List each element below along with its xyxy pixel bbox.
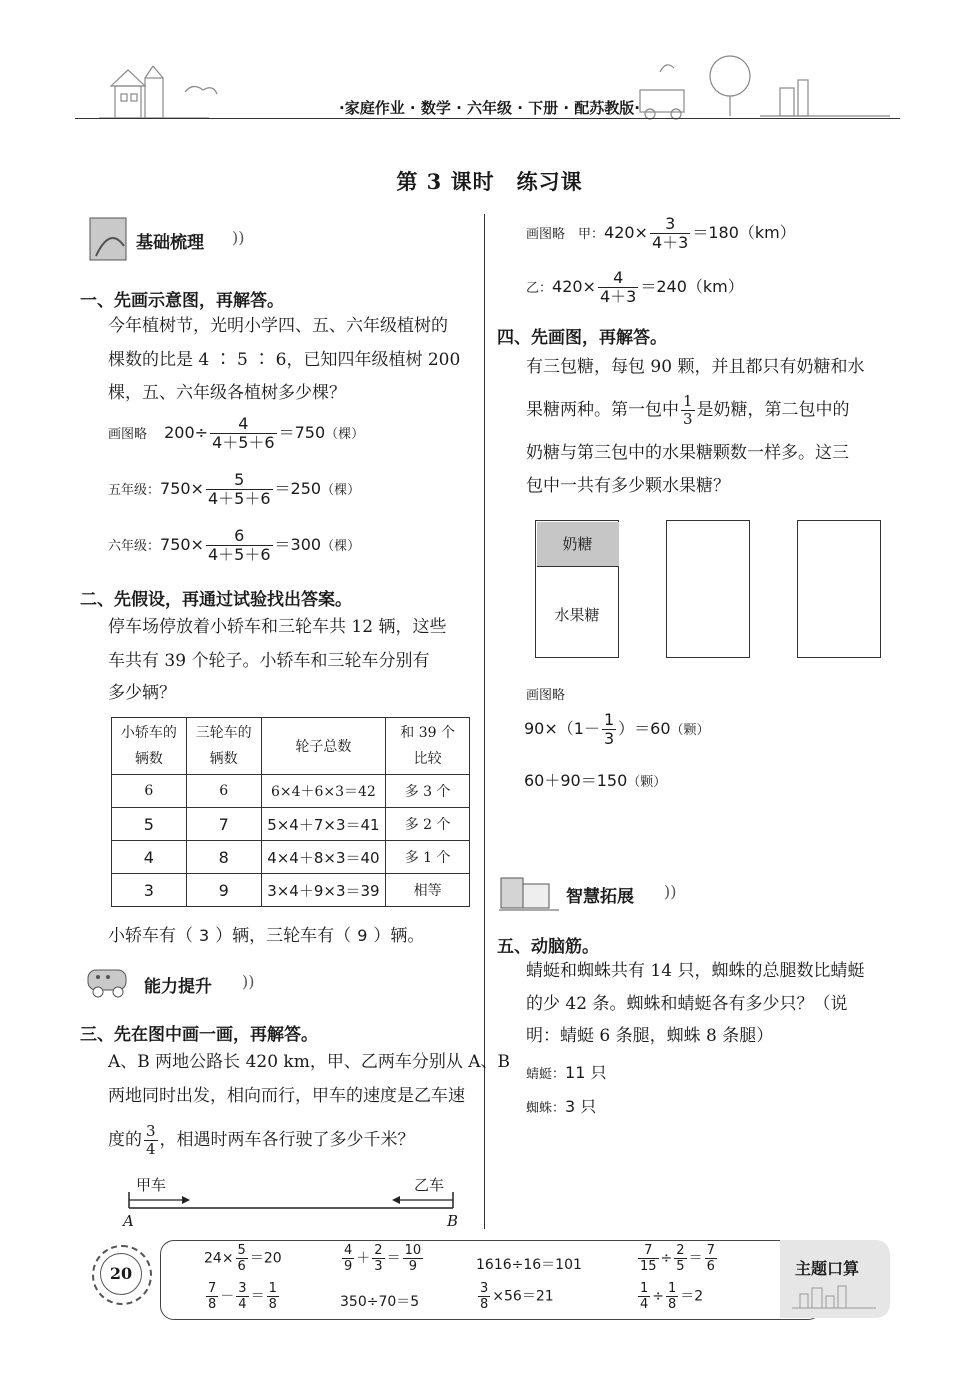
table-cell: 多 1 个 [386, 841, 470, 874]
table-row [112, 775, 470, 808]
q3-ans2-pre: 420× [552, 277, 596, 296]
q2-result-tri: 9 [357, 926, 368, 945]
road-diagram [124, 1182, 460, 1212]
table-cell: 6 [112, 775, 187, 808]
q1-text-3: 棵，五、六年级各植树多少棵？ [108, 383, 346, 403]
q4-ans1-post: ）＝60 [618, 719, 671, 738]
o8-b-num: 1 [668, 1281, 677, 1296]
q4-ans2-unit: （颗） [627, 775, 667, 790]
q4-ans1-unit: （颗） [670, 723, 710, 738]
q4-answer-2 [524, 768, 666, 791]
q1-ans3-pre: 750× [160, 535, 204, 554]
th-tri-line1: 三轮车的 [195, 725, 252, 741]
q3-ans2-den: 4＋3 [599, 287, 637, 306]
o2-a-den: 9 [344, 1259, 353, 1274]
q1-ans3-label: 六年级： [108, 539, 161, 554]
q2-result-mid: ）辆，三轮车有（ [215, 926, 352, 946]
o5-r-den: 8 [268, 1297, 277, 1312]
table-cell: 4 [112, 841, 187, 874]
q3-ans1-unit: （km） [738, 223, 796, 242]
q4-frac-num: 1 [683, 392, 693, 410]
q5-ans2-value: 3 只 [565, 1097, 597, 1116]
q3-text-3 [108, 1124, 415, 1157]
city-skyline-icon [790, 1282, 880, 1310]
table-row [112, 841, 470, 874]
q4-ans1-num: 1 [603, 710, 615, 729]
q3-ans1-den: 4＋3 [651, 233, 689, 252]
q2-text-2: 车共有 39 个轮子。小轿车和三轮车分别有 [108, 651, 430, 671]
q1-answer-2 [108, 472, 360, 507]
q4-text-1: 有三包糖，每包 90 颗，并且都只有奶糖和水 [526, 357, 865, 377]
o5-b-den: 4 [238, 1297, 247, 1312]
o5-a-num: 7 [208, 1281, 217, 1296]
o4-b-den: 5 [676, 1259, 685, 1274]
point-a: A [123, 1212, 134, 1230]
wave-icon: )) [664, 882, 677, 901]
q3-ans1-post: ＝180 [692, 223, 739, 242]
q3-ans1-pre: 420× [604, 223, 648, 242]
q3-frac-num: 3 [146, 1122, 156, 1140]
table-cell: 5×4＋7×3＝41 [261, 808, 386, 841]
th-cars [112, 718, 187, 775]
q4-answer-1 [524, 712, 710, 747]
trial-table-header [112, 718, 470, 775]
q1-ans2-unit: （棵） [321, 483, 361, 498]
q1-ans1-den: 4＋5＋6 [212, 433, 275, 452]
q3-ans1-label: 画图略 甲： [526, 227, 605, 242]
q1-ans2-post: ＝250 [274, 479, 322, 498]
o1-num: 5 [237, 1243, 246, 1258]
o2-b-num: 2 [374, 1243, 383, 1258]
q3-ans1-num: 3 [650, 216, 690, 234]
table-cell: 多 3 个 [386, 775, 470, 808]
section-wisdom-title: 智慧拓展 [566, 887, 634, 907]
q1-ans1-pre: 200÷ [164, 423, 209, 442]
th-compare [386, 718, 470, 775]
q3-text-2: 两地同时出发，相向而行，甲车的速度是乙车速 [108, 1086, 465, 1106]
th-wheels-line1: 轮子总数 [295, 739, 352, 755]
oral-item-7 [476, 1282, 554, 1311]
q1-text-1: 今年植树节，光明小学四、五、六年级植树的 [108, 316, 448, 336]
q5-heading: 五、动脑筋。 [497, 937, 599, 957]
section-basic-title: 基础梳理 [136, 233, 204, 253]
wave-icon: )) [232, 228, 245, 247]
q3-text-3-post: ，相遇时两车各行驶了多少千米？ [159, 1130, 415, 1150]
th-cars-line2: 辆数 [134, 751, 163, 767]
oral-item-3: 1616÷16＝101 [476, 1257, 582, 1273]
q4-text-2-post: 是奶糖，第二包中的 [696, 400, 850, 420]
table-cell: 多 2 个 [386, 808, 470, 841]
table-cell: 4×4＋8×3＝40 [261, 841, 386, 874]
q1-ans3-post: ＝300 [274, 535, 322, 554]
o2-eq: ＝ [386, 1250, 401, 1267]
o2-r-den: 9 [408, 1259, 417, 1274]
q4-frac-den: 3 [683, 410, 693, 428]
q5-text-1: 蜻蜓和蜘蛛共有 14 只，蜘蛛的总腿数比蜻蜓 [526, 961, 865, 981]
o1-post: ＝20 [249, 1250, 282, 1267]
o2-r-num: 10 [404, 1243, 422, 1258]
o2-b-den: 3 [374, 1259, 383, 1274]
q3-text-1: A、B 两地公路长 420 km，甲、乙两车分别从 A、B [108, 1052, 511, 1072]
candy-pack-3 [797, 520, 881, 658]
o4-op: ÷ [660, 1250, 673, 1267]
q5-answer-1 [526, 1060, 606, 1083]
q5-ans1-value: 11 只 [565, 1063, 607, 1082]
q1-ans3-den: 4＋5＋6 [207, 545, 271, 564]
o8-op: ÷ [652, 1288, 665, 1305]
slide-icon [88, 216, 138, 262]
o8-b-den: 8 [668, 1297, 677, 1312]
series-title: ·家庭作业 · 数学 · 六年级 · 下册 · 配苏教版· [339, 99, 640, 117]
th-wheels [261, 718, 386, 775]
q3-heading: 三、先在图中画一画，再解答。 [80, 1025, 318, 1045]
o7-post: ×56＝21 [492, 1288, 554, 1305]
q4-ans1-den: 3 [603, 729, 615, 748]
o5-r-num: 1 [268, 1281, 277, 1296]
books-icon [495, 864, 565, 916]
q1-text-2: 棵数的比是 4 ∶ 5 ∶ 6，已知四年级植树 200 [108, 350, 461, 370]
point-b: B [447, 1212, 459, 1230]
q2-text-3: 多少辆？ [108, 683, 176, 703]
page-number: 20 [100, 1253, 142, 1295]
o5-op: － [220, 1288, 235, 1305]
o8-a-num: 1 [640, 1281, 649, 1296]
q1-answer-1 [108, 416, 364, 451]
q3-ans2-unit: （km） [686, 277, 744, 296]
table-row [112, 874, 470, 907]
q5-answer-2 [526, 1094, 596, 1117]
header-rule [75, 118, 900, 119]
table-cell: 3 [112, 874, 187, 907]
q3-ans2-num: 4 [598, 270, 638, 288]
o7-a-num: 3 [480, 1281, 489, 1296]
q4-text-2-pre: 果糖两种。第一包中 [526, 400, 679, 420]
th-cars-line1: 小轿车的 [120, 725, 177, 741]
q3-ans2-label: 乙： [526, 281, 553, 296]
o1-pre: 24× [204, 1250, 234, 1267]
o5-a-den: 8 [208, 1297, 217, 1312]
o4-r-den: 6 [706, 1259, 715, 1274]
q1-heading: 一、先画示意图，再解答。 [80, 291, 284, 311]
th-tricycles [186, 718, 261, 775]
q2-text-1: 停车场停放着小轿车和三轮车共 12 辆，这些 [108, 617, 447, 637]
q3-answer-2 [526, 270, 744, 305]
oral-item-6: 350÷70＝5 [340, 1294, 420, 1310]
oral-item-2 [340, 1244, 425, 1273]
table-cell: 6×4＋6×3＝42 [261, 775, 386, 808]
q1-ans3-unit: （棵） [321, 539, 361, 554]
o2-op: ＋ [356, 1250, 371, 1267]
car-a-label: 甲车 [136, 1176, 167, 1194]
table-cell: 9 [186, 874, 261, 907]
th-tri-line2: 辆数 [209, 751, 238, 767]
table-row [112, 808, 470, 841]
table-cell: 6 [186, 775, 261, 808]
q2-result-car: 3 [199, 926, 210, 945]
o4-b-num: 2 [676, 1243, 685, 1258]
milk-candy-part: 奶糖 [537, 522, 619, 567]
trial-table [111, 717, 470, 907]
q1-ans1-post: ＝750 [278, 423, 326, 442]
q1-ans2-label: 五年级： [108, 483, 161, 498]
table-cell: 7 [186, 808, 261, 841]
o8-a-den: 4 [640, 1297, 649, 1312]
q4-text-2 [526, 394, 850, 427]
q1-ans1-label: 画图略 [108, 427, 148, 442]
q3-frac-den: 4 [146, 1140, 156, 1158]
q1-ans2-den: 4＋5＋6 [207, 489, 271, 508]
o2-a-num: 4 [344, 1243, 353, 1258]
q5-text-3: 明：蜻蜓 6 条腿，蜘蛛 8 条腿） [526, 1026, 774, 1046]
candy-pack-2 [666, 520, 750, 658]
q2-result-pre: 小轿车有（ [108, 926, 193, 946]
oral-item-4 [636, 1244, 719, 1273]
q1-ans2-num: 5 [206, 472, 273, 490]
table-cell: 3×4＋9×3＝39 [261, 874, 386, 907]
table-cell: 8 [186, 841, 261, 874]
oral-calc-label: 主题口算 [795, 1259, 860, 1278]
q3-ans2-post: ＝240 [640, 277, 687, 296]
q1-ans1-num: 4 [210, 416, 277, 434]
q2-result-post: ）辆。 [373, 926, 425, 946]
q3-answer-1 [526, 216, 796, 251]
q1-answer-3 [108, 528, 360, 563]
o1-den: 6 [237, 1259, 246, 1274]
o7-a-den: 8 [480, 1297, 489, 1312]
q3-text-3-pre: 度的 [108, 1130, 142, 1150]
q4-ans2-expr: 60＋90＝150 [524, 771, 628, 790]
o4-a-num: 7 [638, 1244, 659, 1259]
wave-icon: )) [242, 972, 255, 991]
th-compare-line1: 和 39 个 [400, 725, 455, 741]
oral-item-5 [204, 1282, 281, 1311]
oral-item-1 [204, 1244, 282, 1273]
table-cell: 5 [112, 808, 187, 841]
section-ability-title: 能力提升 [144, 977, 212, 997]
o4-a-den: 15 [640, 1259, 657, 1274]
q5-text-2: 的少 42 条。蜘蛛和蜻蜓各有多少只？（说 [526, 994, 848, 1014]
o8-post: ＝2 [680, 1288, 704, 1305]
q4-ans1-pre: 90×（1－ [524, 719, 600, 738]
fruit-candy-part: 水果糖 [554, 606, 600, 624]
car-icon [84, 962, 144, 1002]
q2-heading: 二、先假设，再通过试验找出答案。 [80, 590, 352, 610]
q1-ans3-num: 6 [206, 528, 273, 546]
q2-result [108, 920, 424, 952]
q1-ans1-unit: （棵） [325, 427, 365, 442]
q1-ans2-pre: 750× [160, 479, 204, 498]
lesson-title: 第 3 课时 练习课 [396, 169, 583, 194]
o5-b-num: 3 [238, 1281, 247, 1296]
q4-answer-label: 画图略 [526, 688, 566, 703]
o5-eq: ＝ [250, 1288, 265, 1305]
oral-item-8 [636, 1282, 703, 1311]
q4-text-4: 包中一共有多少颗水果糖？ [526, 476, 730, 496]
o4-r-num: 7 [706, 1243, 715, 1258]
car-b-label: 乙车 [414, 1176, 445, 1194]
table-cell: 相等 [386, 874, 470, 907]
q5-ans2-label: 蜘蛛： [526, 1101, 566, 1116]
q4-text-3: 奶糖与第三包中的水果糖颗数一样多。这三 [526, 443, 849, 463]
o4-eq: ＝ [688, 1250, 703, 1267]
th-compare-line2: 比较 [413, 751, 442, 767]
q4-heading: 四、先画图，再解答。 [497, 328, 667, 348]
q5-ans1-label: 蜻蜓： [526, 1067, 566, 1082]
